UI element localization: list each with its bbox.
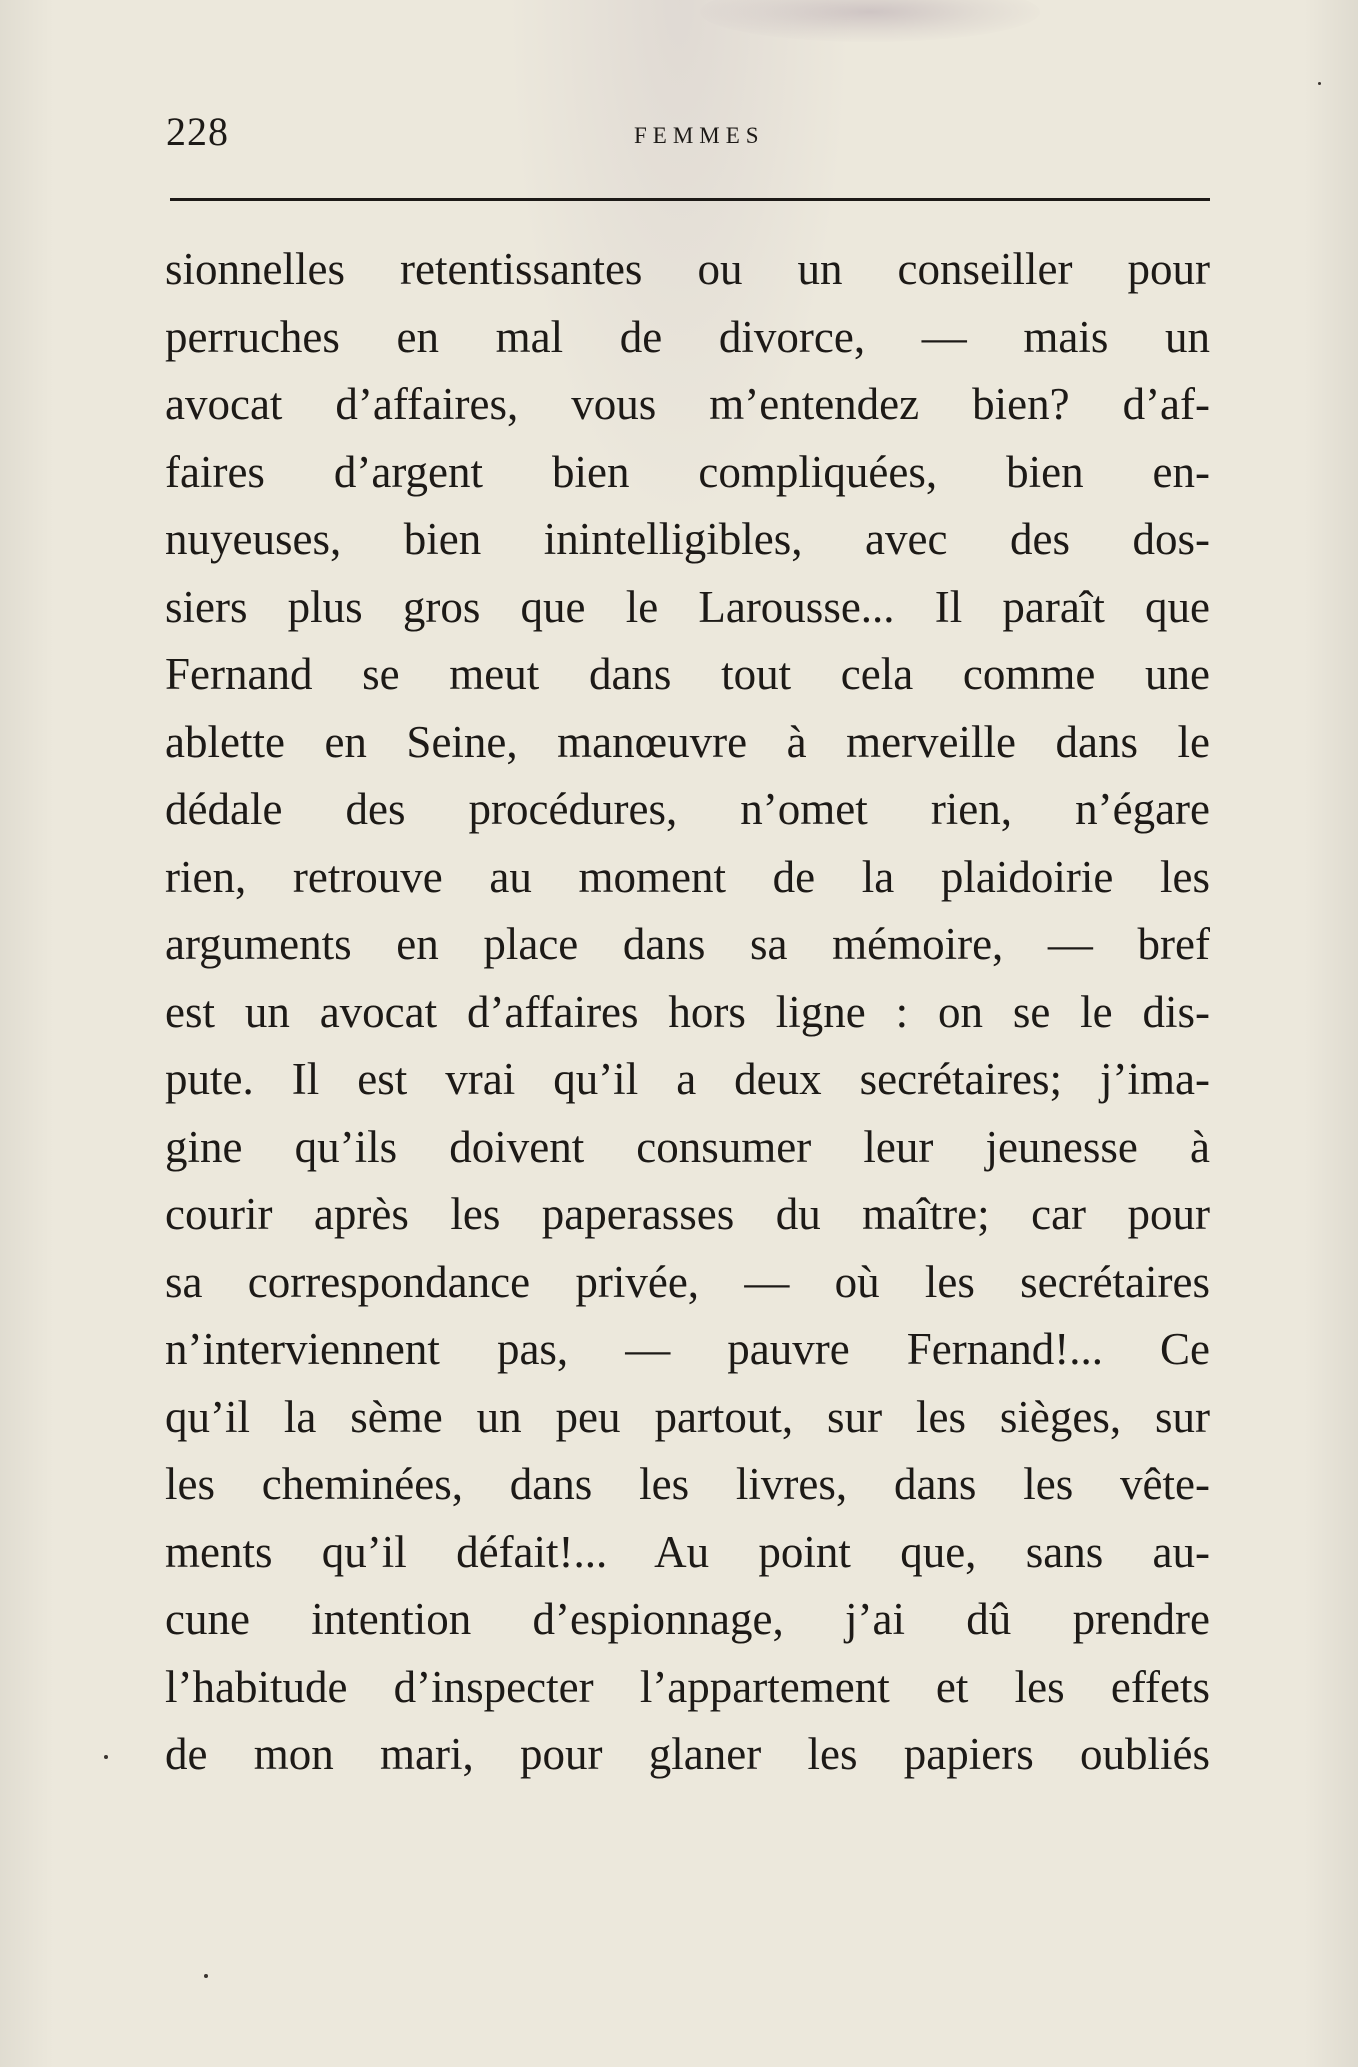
text-line: qu’il la sème un peu partout, sur les sièges, sur bbox=[165, 1391, 1210, 1442]
text-line: sa correspondance privée, — où les secrétaires bbox=[165, 1256, 1210, 1307]
paper-stain bbox=[700, 0, 1040, 42]
header-rule bbox=[170, 198, 1210, 201]
text-line: avocat d’affaires, vous m’entendez bien? d’af- bbox=[165, 379, 1210, 429]
page-header bbox=[166, 108, 1210, 168]
running-head: FEMMES bbox=[634, 123, 765, 148]
text-line: perruches en mal de divorce, — mais un bbox=[165, 311, 1210, 362]
text-line: est un avocat d’affaires hors ligne : on se le dis- bbox=[165, 986, 1210, 1037]
text-line: les cheminées, dans les livres, dans les vête- bbox=[165, 1459, 1210, 1509]
text-line: siers plus gros que le Larousse... Il paraît que bbox=[165, 581, 1210, 632]
page-number: 228 bbox=[166, 109, 229, 154]
text-line: n’interviennent pas, — pauvre Fernand!... Ce bbox=[165, 1324, 1210, 1374]
text-line: dédale des procédures, n’omet rien, n’égare bbox=[165, 784, 1210, 834]
text-line: ablette en Seine, manœuvre à merveille dans le bbox=[165, 716, 1210, 767]
body-text bbox=[165, 236, 1210, 1789]
text-line: sionnelles retentissantes ou un conseiller pour bbox=[165, 244, 1210, 294]
text-line: faires d’argent bien compliquées, bien en- bbox=[165, 446, 1210, 497]
text-line: nuyeuses, bien inintelligibles, avec des dos- bbox=[165, 514, 1210, 564]
text-line: de mon mari, pour glaner les papiers oubliés bbox=[165, 1729, 1210, 1779]
text-line: l’habitude d’inspecter l’appartement et les effets bbox=[165, 1661, 1210, 1712]
text-line: gine qu’ils doivent consumer leur jeunesse à bbox=[165, 1121, 1210, 1172]
text-line: arguments en place dans sa mémoire, — bref bbox=[165, 919, 1210, 969]
paper-speck bbox=[1318, 82, 1321, 85]
text-line: ments qu’il défait!... Au point que, sans au- bbox=[165, 1526, 1210, 1577]
paper-speck bbox=[104, 1755, 108, 1759]
text-line: Fernand se meut dans tout cela comme une bbox=[165, 649, 1210, 699]
text-line: pute. Il est vrai qu’il a deux secrétaires; j’ima- bbox=[165, 1054, 1210, 1104]
text-line: cune intention d’espionnage, j’ai dû prendre bbox=[165, 1594, 1210, 1644]
text-line: rien, retrouve au moment de la plaidoirie les bbox=[165, 851, 1210, 902]
text-line: courir après les paperasses du maître; car pour bbox=[165, 1189, 1210, 1239]
paper-speck bbox=[204, 1974, 208, 1978]
